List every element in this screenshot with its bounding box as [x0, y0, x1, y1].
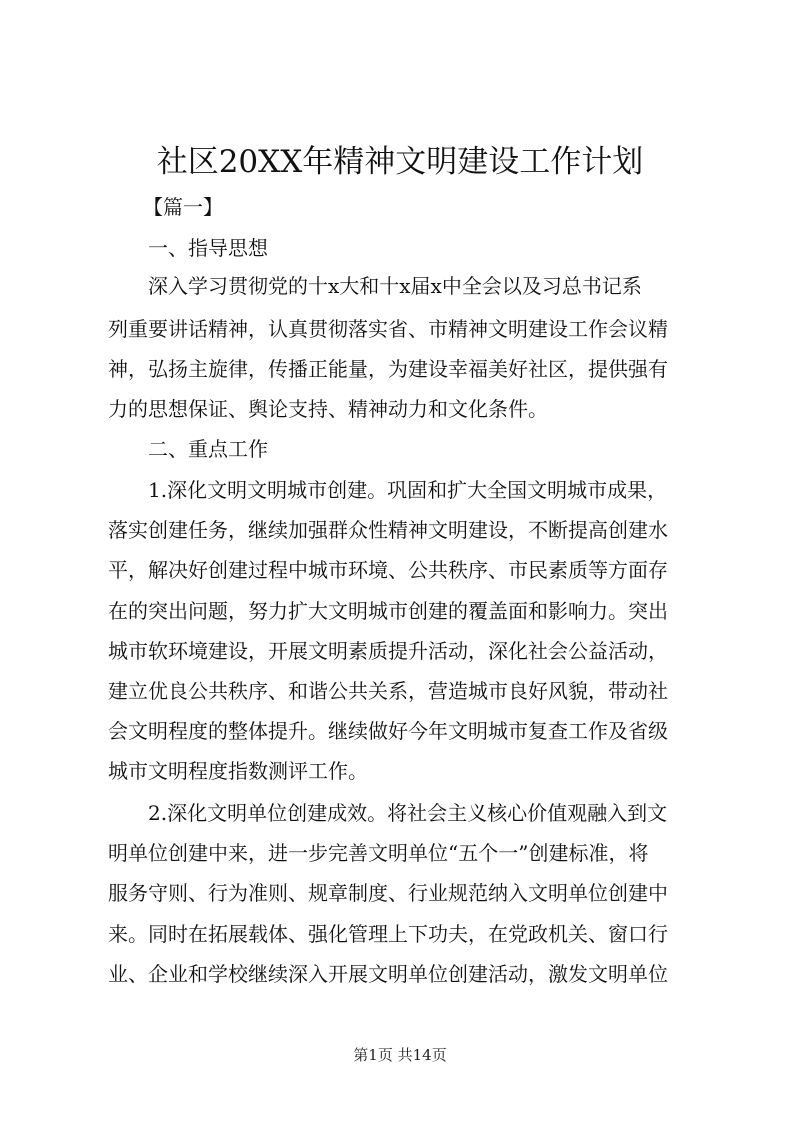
paragraph-line: 来。同时在拓展载体、强化管理上下功夫，在党政机关、窗口行: [108, 922, 668, 946]
paragraph-line: 城市软环境建设，开展文明素质提升活动，深化社会公益活动，: [108, 639, 668, 663]
paragraph-line: 在的突出问题，努力扩大文明城市创建的覆盖面和影响力。突出: [108, 599, 668, 623]
paragraph-line: 神，弘扬主旋律，传播正能量，为建设幸福美好社区，提供强有: [108, 357, 668, 381]
paragraph-line: 力的思想保证、舆论支持、精神动力和文化条件。: [108, 397, 548, 421]
page-number-footer: 第1页 共14页: [353, 1046, 447, 1064]
paragraph-line: 城市文明程度指数测评工作。: [108, 759, 368, 783]
paragraph-line: 平，解决好创建过程中城市环境、公共秩序、市民素质等方面存: [108, 558, 668, 582]
paragraph-line: 会文明程度的整体提升。继续做好今年文明城市复查工作及省级: [108, 719, 668, 743]
heading-guiding-ideology: 一、指导思想: [148, 236, 268, 260]
paragraph-line: 落实创建任务，继续加强群众性精神文明建设，不断提高创建水: [108, 518, 668, 542]
heading-key-work: 二、重点工作: [148, 437, 268, 461]
section-label: 【篇一】: [143, 195, 223, 219]
paragraph-line: 1.深化文明文明城市创建。巩固和扩大全国文明城市成果，: [148, 478, 668, 502]
paragraph-line: 建立优良公共秩序、和谐公共关系，营造城市良好风貌，带动社: [108, 679, 668, 703]
paragraph-line: 2.深化文明单位创建成效。将社会主义核心价值观融入到文: [148, 801, 668, 825]
paragraph-line: 业、企业和学校继续深入开展文明单位创建活动，激发文明单位: [108, 962, 668, 986]
paragraph-line: 深入学习贯彻党的十x大和十x届x中全会以及习总书记系: [148, 274, 642, 298]
paragraph-line: 列重要讲话精神，认真贯彻落实省、市精神文明建设工作会议精: [108, 317, 668, 341]
paragraph-line: 明单位创建中来，进一步完善文明单位“五个一”创建标准，将: [108, 841, 649, 865]
paragraph-line: 服务守则、行为准则、规章制度、行业规范纳入文明单位创建中: [108, 881, 668, 905]
document-title: 社区20XX年精神文明建设工作计划: [156, 144, 644, 180]
